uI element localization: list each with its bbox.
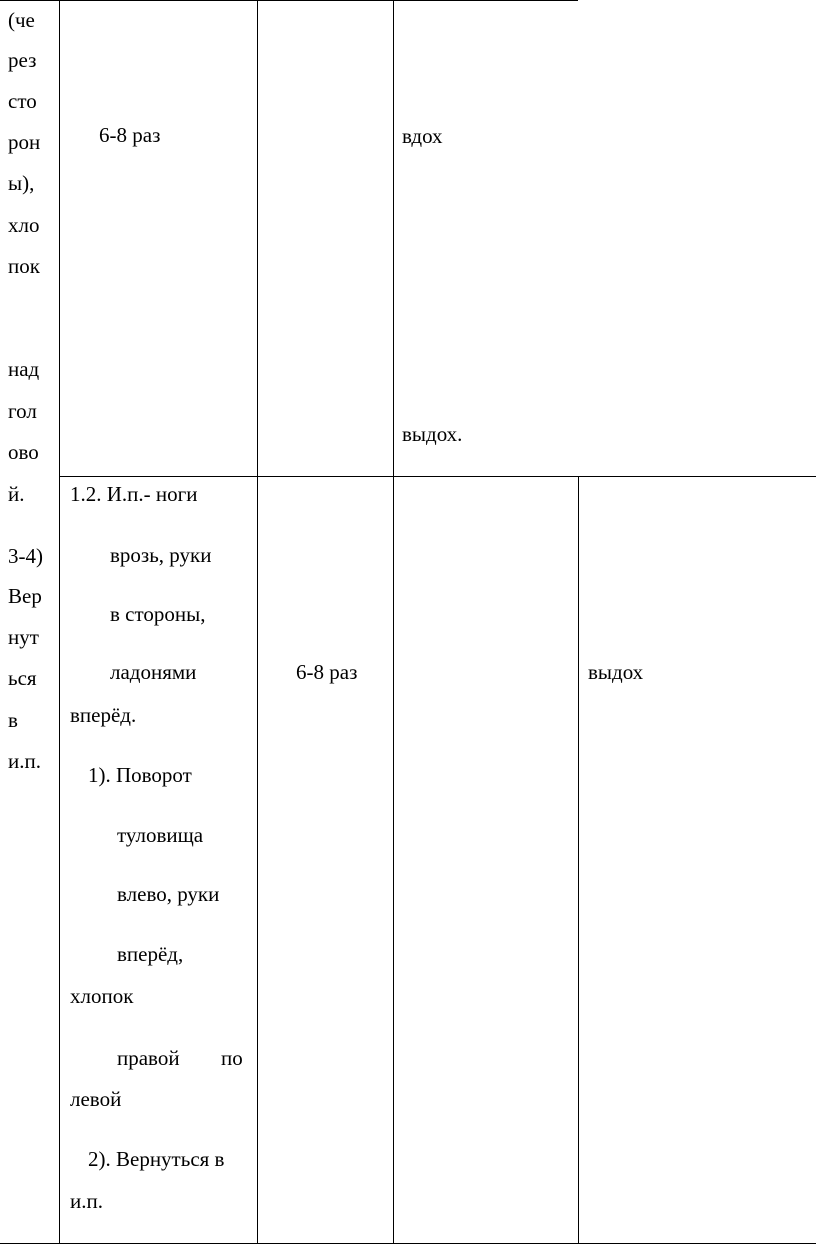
col1-fragment: ься — [8, 666, 37, 690]
col1-fragment: й. — [8, 482, 25, 506]
table-top-border — [0, 0, 578, 1]
row2-description-line: влево, руки — [117, 882, 220, 906]
row1-dosage: 6-8 раз — [99, 123, 161, 147]
column-divider-4 — [578, 477, 579, 1244]
row2-description-line: по — [221, 1046, 243, 1070]
row2-description-line: и.п. — [70, 1189, 103, 1213]
col1-fragment: Вер — [8, 584, 42, 608]
row2-description-line: 1). Поворот — [88, 763, 192, 787]
row2-description-line: в стороны, — [110, 602, 206, 626]
row1-breath-in: вдох — [402, 124, 443, 148]
row2-description-line: 1.2. И.п.- ноги — [70, 482, 198, 506]
col1-fragment: пок — [8, 254, 40, 278]
row2-description-line: туловища — [117, 823, 204, 847]
table-bottom-border — [0, 1243, 816, 1244]
col1-fragment: сто — [8, 89, 37, 113]
col1-fragment: нут — [8, 625, 39, 649]
col1-fragment: ово — [8, 440, 39, 464]
row2-description-line: 2). Вернуться в — [88, 1147, 225, 1171]
row2-description-line: ладонями — [110, 660, 197, 684]
row2-breath: выдох — [588, 660, 644, 684]
col1-fragment: хло — [8, 213, 40, 237]
row-divider — [59, 476, 816, 477]
col1-fragment: гол — [8, 399, 37, 423]
col1-fragment: ы), — [8, 171, 35, 195]
row2-description-line: левой — [70, 1087, 122, 1111]
row2-description-line: врозь, руки — [110, 543, 212, 567]
column-divider-2 — [257, 0, 258, 1244]
column-divider-3 — [393, 0, 394, 1244]
col1-fragment: рон — [8, 130, 41, 154]
row2-description-line: хлопок — [70, 984, 134, 1008]
col1-fragment: и.п. — [8, 749, 41, 773]
col1-fragment: (че — [8, 8, 35, 32]
row2-dosage: 6-8 раз — [296, 660, 358, 684]
row2-description-line: правой — [117, 1046, 180, 1070]
row1-breath-out: выдох. — [402, 422, 463, 446]
row2-description-line: вперёд. — [70, 703, 137, 727]
column-divider-1 — [59, 0, 60, 1244]
row2-description-line: вперёд, — [117, 942, 184, 966]
col1-fragment: 3-4) — [8, 544, 43, 568]
col1-fragment: рез — [8, 48, 37, 72]
col1-fragment: в — [8, 708, 18, 732]
col1-fragment: над — [8, 357, 40, 381]
